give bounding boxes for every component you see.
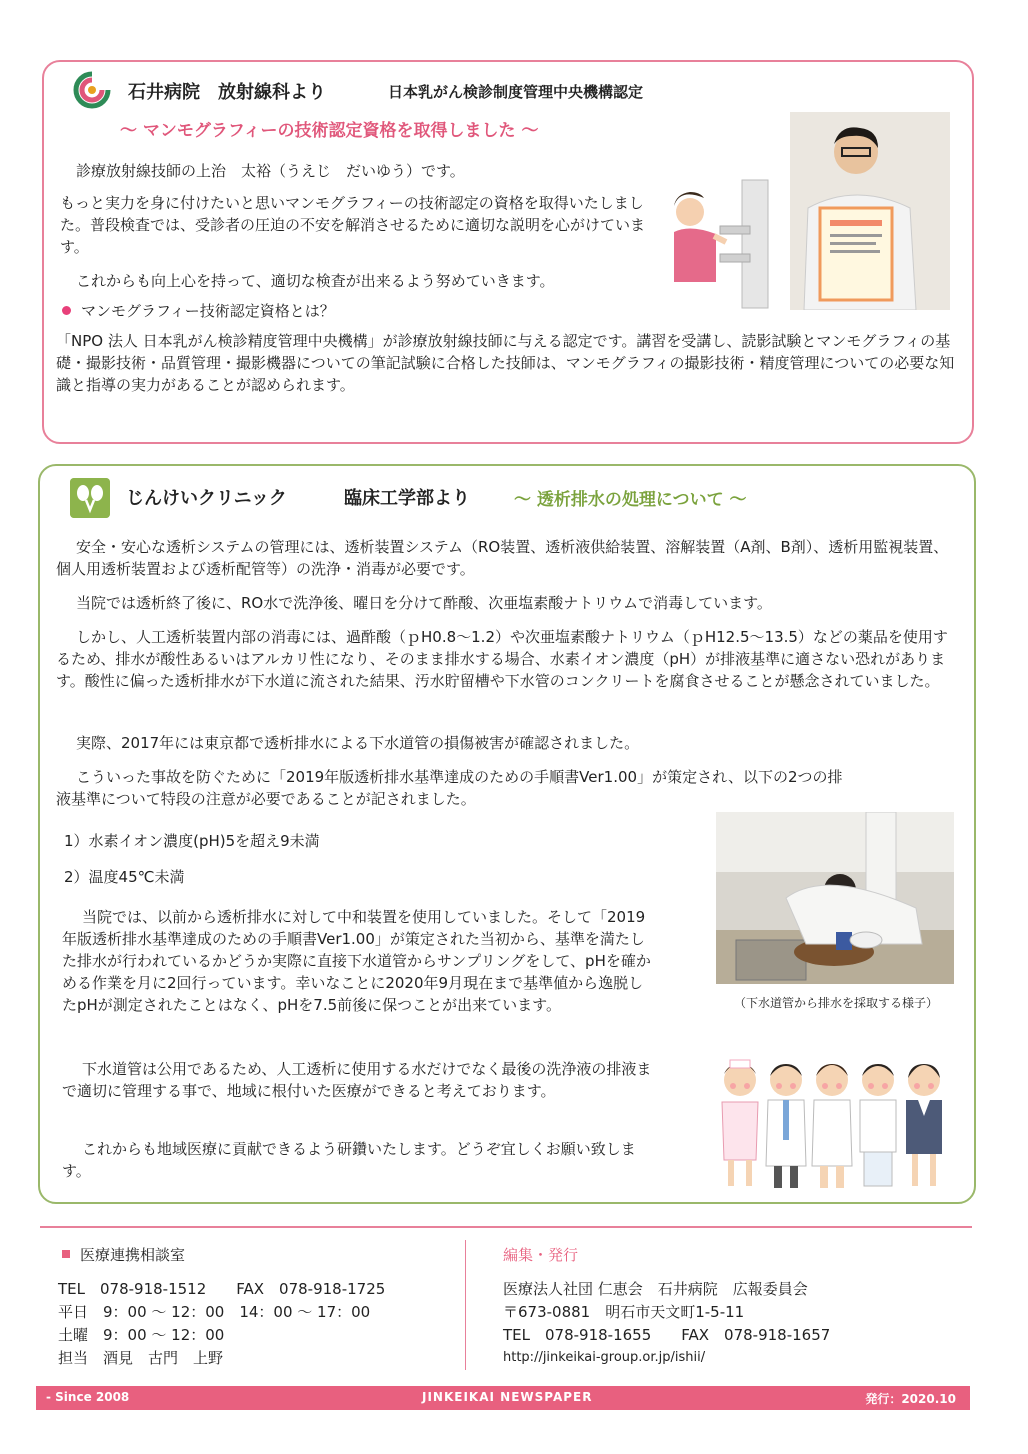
footer-address: 〒673-0881 明石市天文町1-5-11	[503, 1303, 745, 1321]
footer-right-title: 編集・発行	[503, 1246, 579, 1264]
mammography-illustration	[660, 172, 776, 310]
footer-staff: 担当 酒見 古門 上野	[58, 1349, 224, 1367]
section2-paragraph-3: しかし、人工透析装置内部の消毒には、過酢酸（ｐH0.8～1.2）や次亜塩素酸ナトリウム（ｐH12.5～13.5）などの薬品を使用するため、排水が酸性あるいはアルカリ性になり、そのまま排水する場合、水素イオン濃度（pH）が排液基準に適さない恐れがあります。酸性に偏った透析排水が下水道に流された結果、汚水貯留槽や下水管のコンクリートを腐食させることが懸念されていました。	[56, 628, 948, 690]
bullet-text: マンモグラフィー技術認定資格とは？	[81, 302, 335, 320]
section2-paragraph-4: 実際、2017年には東京都で透析排水による下水道管の損傷被害が確認されました。	[76, 734, 640, 752]
section1-paragraph-3: これからも向上心を持って、適切な検査が出来るよう努めていきます。	[76, 272, 555, 290]
photo-caption: （下水道管から排水を採取する様子）	[733, 996, 938, 1010]
section2-dept: 臨床工学部より	[344, 488, 470, 509]
footer-left-title	[62, 1244, 185, 1265]
medical-staff-illustration	[716, 1042, 956, 1190]
footer-left-title-text: 医療連携相談室	[80, 1246, 186, 1264]
standard-item-2: 2）温度45℃未満	[64, 868, 185, 886]
bullet-dot-icon	[62, 306, 71, 315]
footer-since: - Since 2008	[46, 1390, 130, 1404]
section1-certifier: 日本乳がん検診制度管理中央機構認定	[388, 83, 644, 101]
sewer-sampling-photo	[716, 812, 954, 984]
standard-item-1: 1）水素イオン濃度(pH)5を超え9未満	[64, 832, 320, 850]
section1-paragraph-intro: 診療放射線技師の上治 太裕（うえじ だいゆう）です。	[76, 162, 465, 180]
section1-paragraph-2: もっと実力を身に付けたいと思いマンモグラフィーの技術認定の資格を取得いたしました。普段検査では、受診者の圧迫の不安を解消させるために適切な説明を心がけています。	[60, 194, 646, 256]
footer-vertical-divider	[465, 1240, 466, 1370]
square-bullet-icon	[62, 1250, 70, 1258]
footer-saturday-hours: 土曜 9：00 ～ 12：00	[58, 1326, 225, 1344]
section2-paragraph-5: こういった事故を防ぐために「2019年版透析排水基準達成のための手順書Ver1.00」が策定され、以下の2つの排液基準について特段の注意が必要であることが記されました。	[56, 768, 843, 808]
hospital-logo-icon	[72, 70, 112, 110]
section1-paragraph-4: 「NPO 法人 日本乳がん検診精度管理中央機構」が診療放射線技師に与える認定です。講習を受講し、読影試験とマンモグラフィの基礎・撮影技術・品質管理・撮影機器についての筆記試験に合格した技師は、マンモグラフィの撮影技術・精度管理についての必要な知識と指導の実力があることが認められます。	[56, 332, 955, 394]
footer-tel-fax: TEL 078-918-1512 FAX 078-918-1725	[58, 1280, 386, 1298]
footer-publisher: 医療法人社団 仁恵会 石井病院 広報委員会	[503, 1280, 808, 1298]
section2-paragraph-2: 当院では透析終了後に、RO水で洗浄後、曜日を分けて酢酸、次亜塩素酸ナトリウムで消毒しています。	[76, 594, 772, 612]
footer-divider	[40, 1226, 972, 1228]
section1-bullet	[62, 300, 335, 322]
footer-contact: TEL 078-918-1655 FAX 078-918-1657	[503, 1326, 831, 1344]
section2-paragraph-1: 安全・安心な透析システムの管理には、透析装置システム（RO装置、透析液供給装置、溶解装置（A剤、B剤）、透析用監視装置、個人用透析装置および透析配管等）の洗浄・消毒が必要です。	[56, 538, 949, 578]
footer-weekday-hours: 平日 9：00 ～ 12：00 14：00 ～ 17：00	[58, 1303, 371, 1321]
kidney-icon	[70, 478, 110, 518]
section2-clinic: じんけいクリニック	[126, 488, 287, 509]
footer-bar	[36, 1386, 970, 1410]
section2-paragraph-8: これからも地域医療に貢献できるよう研鑽いたします。どうぞ宜しくお願い致します。	[62, 1140, 636, 1180]
technician-photo	[790, 112, 950, 310]
section2-paragraph-6: 当院では、以前から透析排水に対して中和装置を使用していました。そして「2019年版透析排水基準達成のための手順書Ver1.00」が策定された当初から、基準を満たした排水が行われているかどうか実際に直接下水道管からサンプリングをして、pHを確かめる作業を月に2回行っています。幸いなことに2020年9月現在まで基準値から逸脱したpHが測定されたことはなく、pHを7.5前後に保つことが出来ています。	[62, 908, 651, 1014]
footer-website-link[interactable]: http://jinkeikai-group.or.jp/ishii/	[503, 1350, 706, 1365]
section2-paragraph-7: 下水道管は公用であるため、人工透析に使用する水だけでなく最後の洗浄液の排液まで適切に管理する事で、地域に根付いた医療ができると考えております。	[62, 1060, 652, 1100]
section1-heading: 石井病院 放射線科より	[128, 82, 326, 103]
section2-subtitle: ～ 透析排水の処理について ～	[514, 490, 747, 510]
section1-subtitle: ～ マンモグラフィーの技術認定資格を取得しました ～	[120, 121, 539, 141]
footer-issue-date: 発行：2020.10	[865, 1392, 956, 1406]
footer-newspaper-name: JINKEIKAI NEWSPAPER	[422, 1390, 593, 1404]
